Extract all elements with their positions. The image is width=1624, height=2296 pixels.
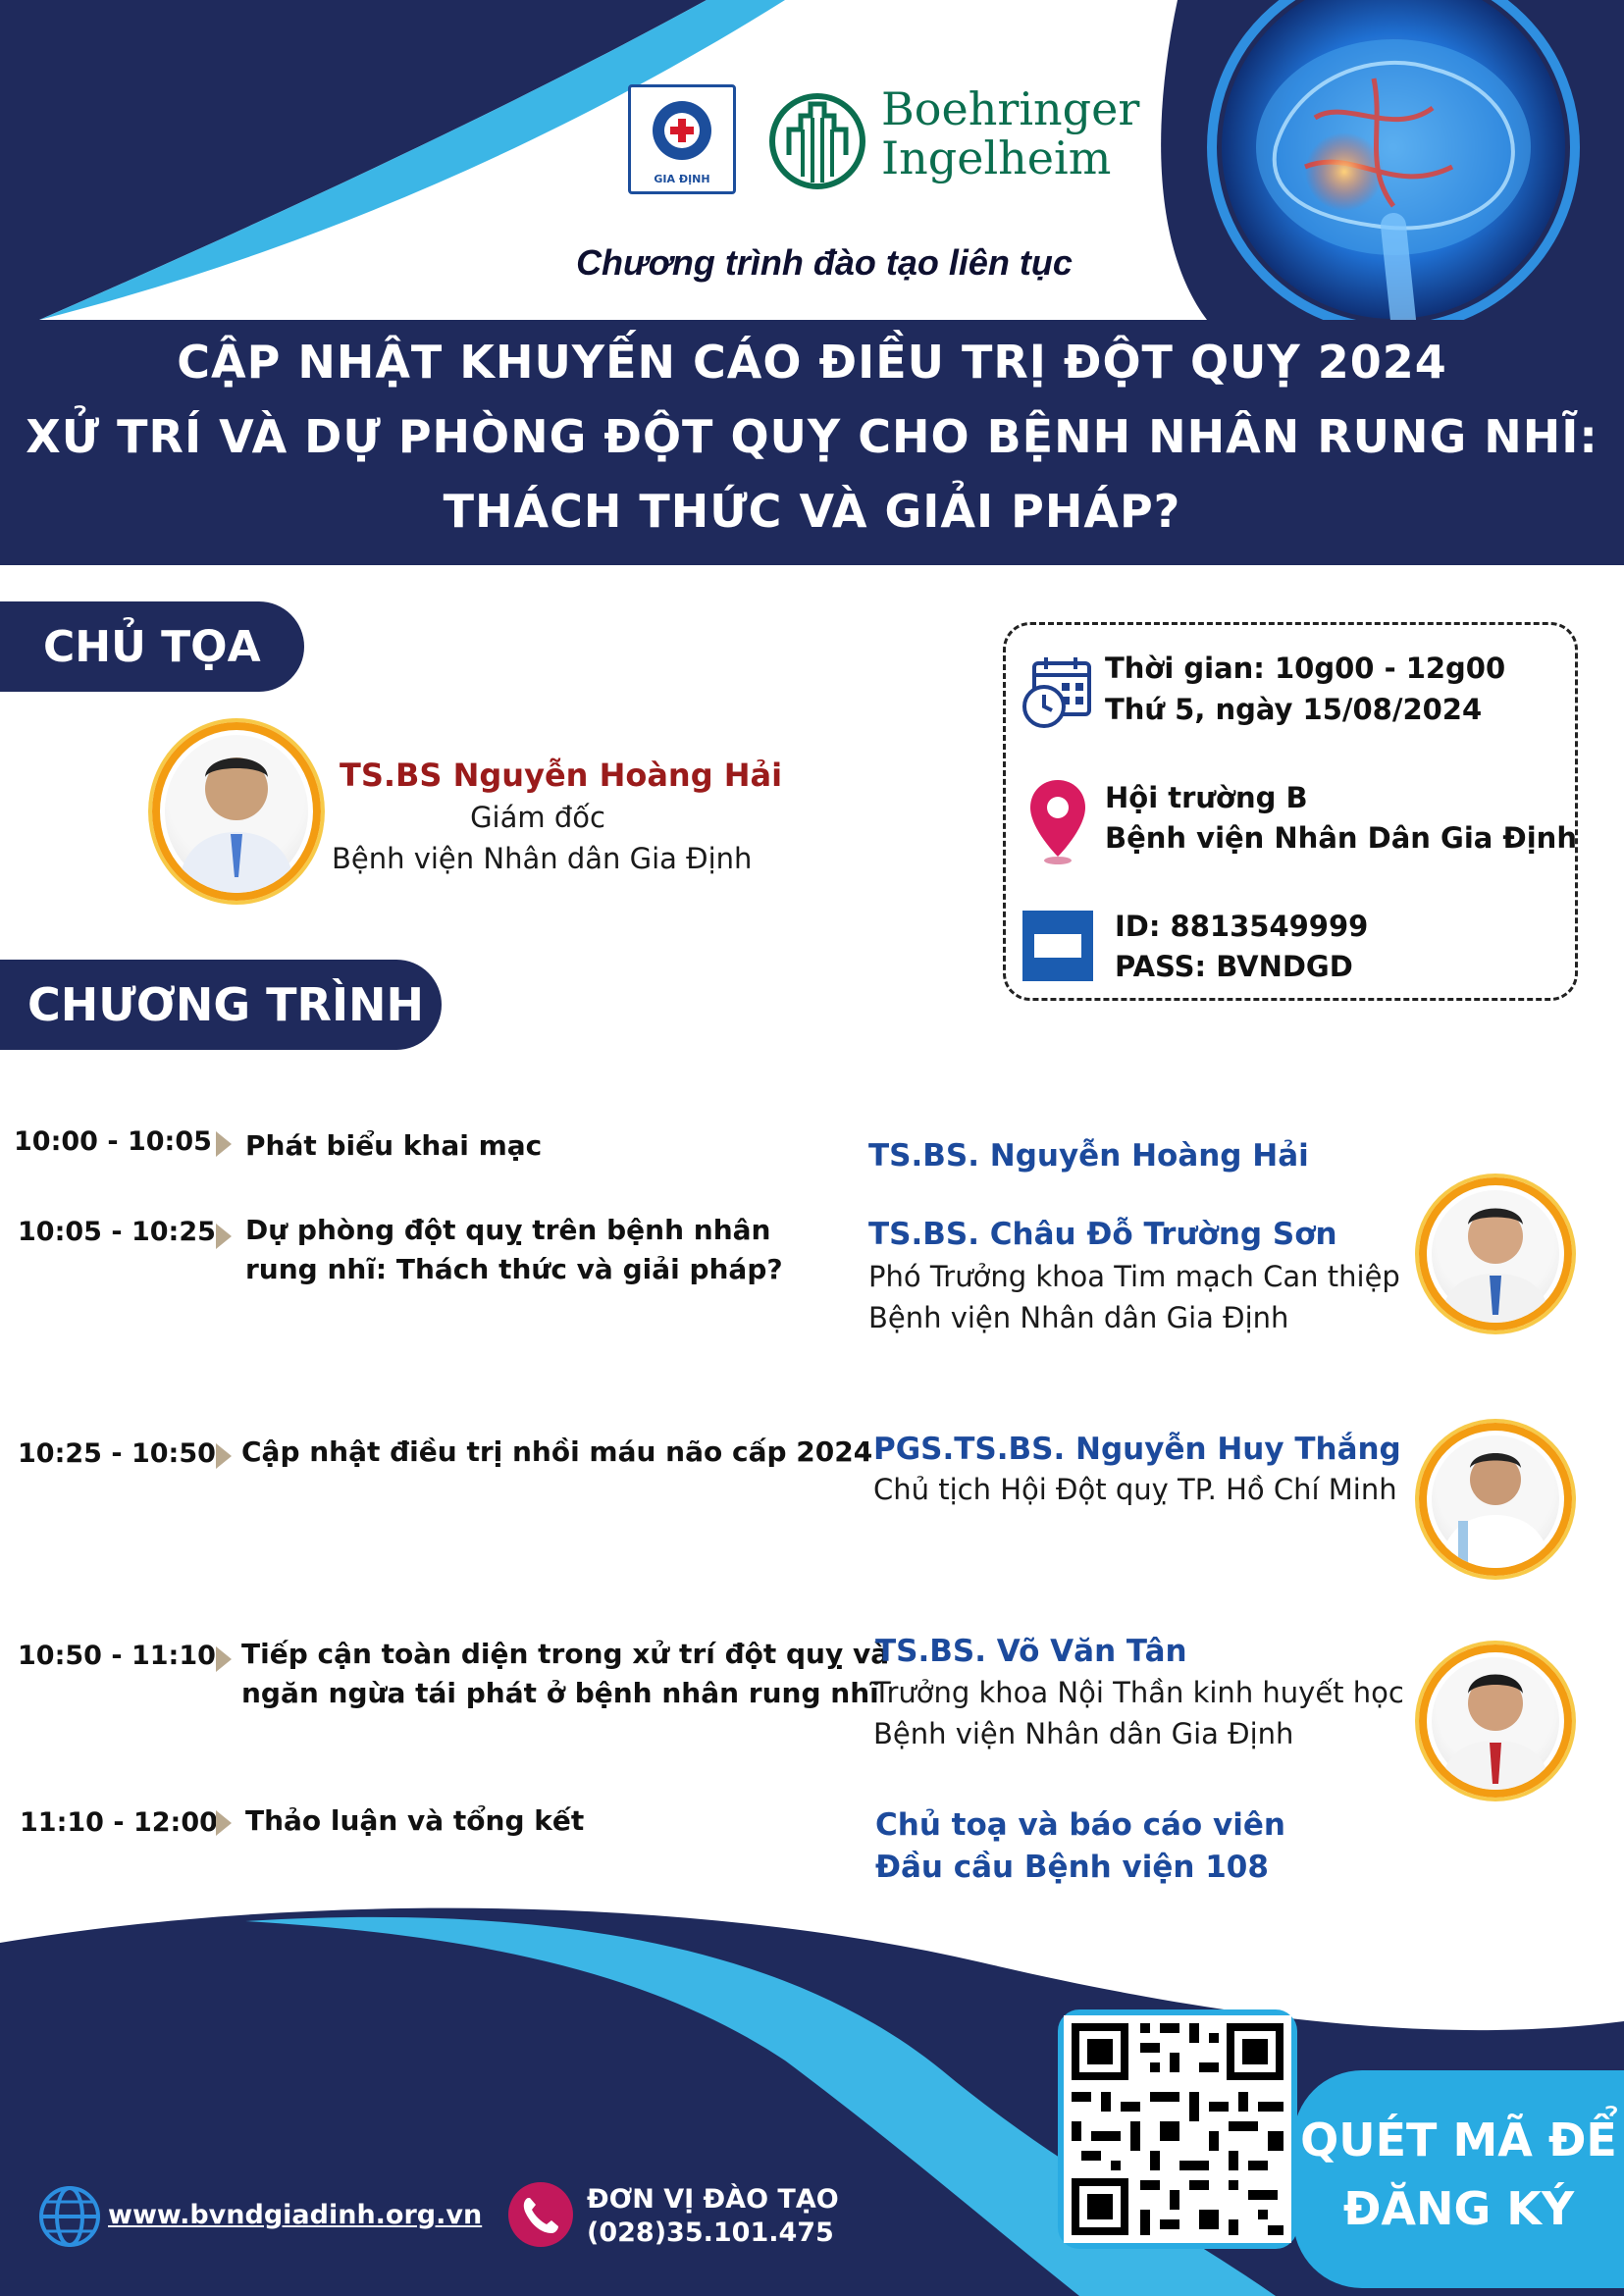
chair-avatar: [152, 722, 321, 901]
person-icon: [1427, 1431, 1564, 1568]
time-slot-5: 11:10 - 12:00: [20, 1807, 218, 1838]
speaker-2-detail-1: Phó Trưởng khoa Tim mạch Can thiệp: [868, 1260, 1400, 1293]
time-slot-3: 10:25 - 10:50: [18, 1438, 216, 1469]
registration-qr-code[interactable]: [1058, 2009, 1297, 2249]
speaker-2-name: TS.BS. Châu Đỗ Trường Sơn: [868, 1217, 1337, 1252]
zoom-icon: [1022, 911, 1093, 981]
time-slot-4: 10:50 - 11:10: [18, 1641, 216, 1671]
scan-to-register-box: [1293, 2070, 1624, 2288]
chair-role: Giám đốc: [470, 801, 605, 834]
calendar-clock-icon: [1021, 655, 1095, 730]
time-slot-1: 10:00 - 10:05: [14, 1126, 212, 1157]
training-unit-phone: (028)35.101.475: [587, 2218, 834, 2248]
program-section-label: CHƯƠNG TRÌNH: [27, 978, 425, 1031]
scan-line-1: QUÉT MÃ ĐỂ: [1300, 2113, 1617, 2166]
speaker-2-detail-2: Bệnh viện Nhân dân Gia Định: [868, 1301, 1289, 1334]
topic-1: [245, 1126, 542, 1166]
speaker-4-avatar: [1419, 1644, 1572, 1798]
qr-code-icon: [1064, 2015, 1291, 2243]
bullet-arrow-icon: [216, 1224, 232, 1249]
training-unit-label: ĐƠN VỊ ĐÀO TẠO: [587, 2184, 839, 2215]
location-pin-icon: [1028, 778, 1087, 866]
speaker-5-details: [875, 1847, 1269, 1888]
program-section-tab: [0, 960, 442, 1050]
phone-icon: [506, 2180, 575, 2249]
speaker-2-avatar: [1419, 1177, 1572, 1331]
scan-line-2: ĐĂNG KÝ: [1342, 2182, 1575, 2235]
hospital-logo: [628, 84, 736, 194]
globe-icon: [37, 2184, 102, 2249]
chair-section-label: CHỦ TỌA: [43, 621, 261, 672]
event-date: Thứ 5, ngày 15/08/2024: [1105, 693, 1483, 726]
speaker-5-detail-1: Đầu cầu Bệnh viện 108: [875, 1850, 1269, 1885]
venue-line-2: Bệnh viện Nhân Dân Gia Định: [1105, 821, 1577, 855]
bullet-arrow-icon: [216, 1810, 232, 1836]
speaker-5-name: Chủ toạ và báo cáo viên: [875, 1807, 1285, 1843]
topic-4-line-2: ngăn ngừa tái phát ở bệnh nhân rung nhĩ: [241, 1677, 879, 1709]
boehringer-logo-icon: [767, 86, 867, 196]
title-line-3: THÁCH THỨC VÀ GIẢI PHÁP?: [443, 485, 1181, 538]
topic-5: [245, 1801, 584, 1841]
title-line-2: XỬ TRÍ VÀ DỰ PHÒNG ĐỘT QUỴ CHO BỆNH NHÂN RUNG NHĨ:: [26, 410, 1598, 463]
speaker-1-name: TS.BS. Nguyễn Hoàng Hải: [868, 1138, 1309, 1174]
bullet-arrow-icon: [216, 1443, 232, 1469]
topic-4-line-1: Tiếp cận toàn diện trong xử trí đột quỵ và: [241, 1638, 890, 1670]
topic-3-line-1: Cập nhật điều trị nhồi máu não cấp 2024: [241, 1435, 873, 1468]
hospital-logo-text: GIA ĐỊNH: [654, 173, 710, 185]
time-slot-2: 10:05 - 10:25: [18, 1217, 216, 1247]
topic-4: [241, 1635, 889, 1713]
title-line-1: CẬP NHẬT KHUYẾN CÁO ĐIỀU TRỊ ĐỘT QUỴ 2024: [177, 336, 1447, 389]
chair-section-tab: [0, 601, 304, 692]
speaker-4-detail-2: Bệnh viện Nhân dân Gia Định: [873, 1717, 1294, 1750]
program-subtitle: Chương trình đào tạo liên tục: [576, 242, 1073, 283]
meeting-id: ID: 8813549999: [1115, 910, 1369, 943]
website-link[interactable]: www.bvndgiadinh.org.vn: [108, 2200, 483, 2230]
person-icon: [1427, 1652, 1564, 1790]
wordmark-line-2: Ingelheim: [881, 131, 1112, 184]
topic-2-line-1: Dự phòng đột quỵ trên bệnh nhân: [245, 1214, 771, 1246]
speaker-3-detail-1: Chủ tịch Hội Đột quỵ TP. Hồ Chí Minh: [873, 1473, 1397, 1506]
hospital-emblem-icon: [649, 97, 715, 164]
wordmark-line-1: Boehringer: [881, 82, 1140, 135]
speaker-3-name: PGS.TS.BS. Nguyễn Huy Thắng: [873, 1432, 1401, 1467]
venue-line-1: Hội trường B: [1105, 781, 1308, 814]
chair-name: TS.BS Nguyễn Hoàng Hải: [340, 757, 783, 794]
topic-1-line-1: Phát biểu khai mạc: [245, 1129, 543, 1162]
speaker-4-details: [873, 1672, 1404, 1754]
chair-org: Bệnh viện Nhân dân Gia Định: [332, 842, 753, 875]
meeting-pass: PASS: BVNDGD: [1115, 950, 1353, 983]
speaker-3-details: [873, 1469, 1397, 1510]
topic-2: [245, 1211, 783, 1289]
speaker-2-details: [868, 1256, 1400, 1338]
person-icon: [1427, 1185, 1564, 1323]
person-icon: [160, 730, 313, 893]
topic-3: [241, 1433, 872, 1472]
boehringer-wordmark: [881, 84, 1139, 183]
topic-2-line-2: rung nhĩ: Thách thức và giải pháp?: [245, 1253, 783, 1285]
speaker-4-detail-1: Trưởng khoa Nội Thần kinh huyết học: [873, 1676, 1404, 1709]
event-time: Thời gian: 10g00 - 12g00: [1105, 652, 1506, 685]
topic-5-line-1: Thảo luận và tổng kết: [245, 1804, 585, 1837]
speaker-4-name: TS.BS. Võ Văn Tân: [875, 1634, 1187, 1669]
bullet-arrow-icon: [216, 1646, 232, 1672]
speaker-3-avatar: [1419, 1423, 1572, 1576]
bullet-arrow-icon: [216, 1131, 232, 1157]
